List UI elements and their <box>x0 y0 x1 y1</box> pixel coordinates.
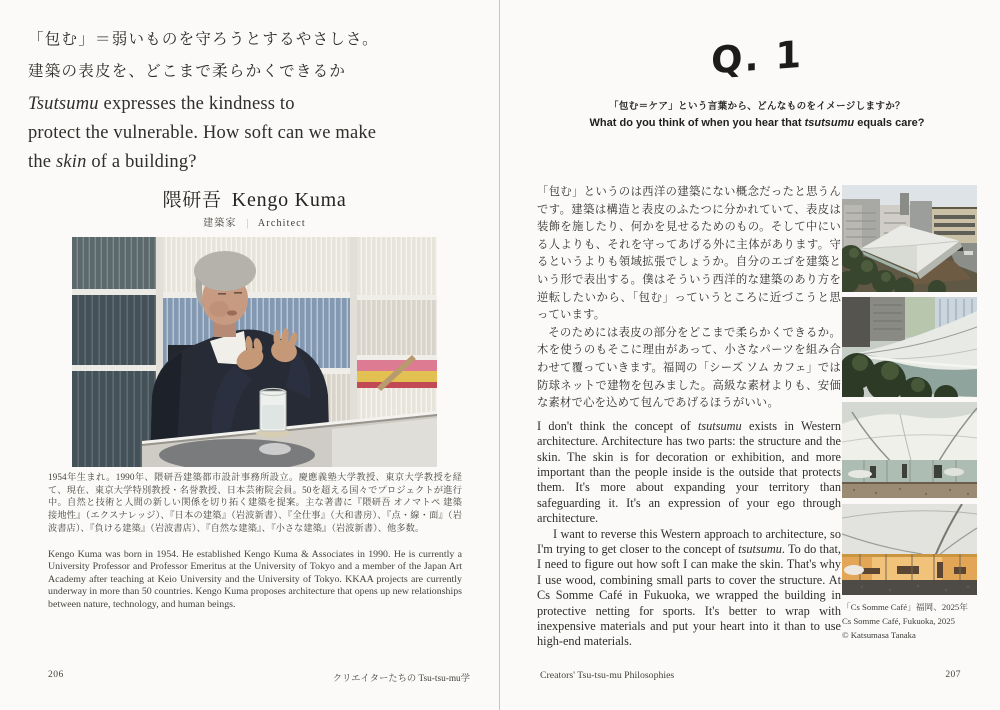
title-italic-word: skin <box>55 152 87 172</box>
title-japanese <box>28 24 379 88</box>
title-japanese-line1: 「包む」＝弱いものを守ろうとするやさしさ。 <box>28 31 379 48</box>
running-footer-right: Creators' Tsu-tsu-mu Philosophies <box>540 670 675 681</box>
answer-italic-word: tsutsumu <box>697 418 742 433</box>
tent-interior-dusk-illustration <box>842 504 977 595</box>
role-separator: | <box>246 218 249 229</box>
caption-line-credit: © Katsumasa Tanaka <box>842 630 916 640</box>
bio-english: Kengo Kuma was born in 1954. He established Kengo Kuma & Associates in 1990. He is currently a University Professor and Professor Emeritus at the University of Tokyo and a member of the Japan Art Academy after teaching at Keio University and the University of Tokyo. KKAA projects are currently underway in more than 50 countries. Kengo Kuma proposes architecture that opens up new relationships between nature, technology, and human beings. <box>48 549 462 610</box>
title-english-line1 <box>28 90 376 119</box>
role-japanese: 建築家 <box>203 218 237 229</box>
question-english <box>537 117 977 129</box>
caption-line-english: Cs Somme Café, Fukuoka, 2025 <box>842 616 955 626</box>
question-japanese: 「包む＝ケア」という言葉から、どんなものをイメージしますか？ <box>608 101 906 112</box>
aerial-view-illustration <box>842 185 977 292</box>
caption-line-japanese: 「Cs Somme Café」福岡、2025年 <box>842 602 968 612</box>
title-text: protect the vulnerable. How soft can we make <box>28 123 377 143</box>
project-photo-exterior-day <box>842 402 977 498</box>
name-japanese: 隈研吾 <box>162 190 222 211</box>
page-gutter-line <box>499 0 500 710</box>
title-italic-word: Tsutsumu <box>28 94 99 114</box>
title-english-line3 <box>28 148 376 177</box>
interviewee-role <box>72 214 437 229</box>
canopy-view-illustration <box>842 297 977 397</box>
role-english: Architect <box>257 218 306 229</box>
title-text: expresses the kindness to <box>98 94 295 114</box>
project-photo-interior-dusk <box>842 504 977 595</box>
answer-text: exists in Western architecture. Architecture has two parts: the structure and the skin. The skin is for decoration or exhibition, and more important than the people inside is the outside that protects them. It's more about expanding your territory than safeguarding it. It's an expression of your ego through architecture. <box>537 418 841 526</box>
portrait-photo-kengo-kuma <box>72 237 437 467</box>
name-romanized: Kengo Kuma <box>231 189 347 211</box>
photo-caption <box>842 600 992 642</box>
title-text: the <box>28 152 56 172</box>
question-number <box>537 32 977 83</box>
answer-japanese-paragraph-2: そのためには表皮の部分をどこまで柔らかくできるか。木を使うのもそこに理由があって、小さなパーツを組み合わせて覆っていきます。福岡の「シーズ ソム カフェ」では防球ネットで建物を包みました。高級な素材よりも、安価な素材で心を込めて包んであげるほうがいい。 <box>537 326 841 410</box>
question-english-text: equals care? <box>854 117 925 129</box>
page-number-right: 207 <box>945 670 961 680</box>
question-number-text: Q. 1 <box>711 32 803 83</box>
interview-text-column <box>537 184 841 650</box>
project-photo-canopy <box>842 297 977 397</box>
bio-japanese: 1954年生まれ。1990年、隈研吾建築都市設計事務所設立。慶應義塾大学教授、東京大学教授を経て、現在、東京大学特別教授・名誉教授、日本芸術院会員。50を超える国々でプロジェクトが進行中。自然と技術と人間の新しい関係を切り拓く建築を提案。主な著書に『隈研吾 オノマトペ 建築 接地性』（エクスナレッジ）、『日本の建築』（岩波新書）、『全仕事』（大和書房）、『点・線・面』（岩波書店）、『負ける建築』（岩波書店）、『自然な建築』、『小さな建築』（岩波新書）、他多数。 <box>48 472 462 533</box>
question-italic-word: tsutsumu <box>804 117 855 129</box>
answer-english-paragraph-1 <box>537 419 841 527</box>
answer-italic-word: tsutsumu <box>738 541 782 556</box>
answer-text: . To do that, I need to figure out how soft I can make the skin. That's why I use wood, combining small parts to cover the structure. At Cs Somme Café in Fukuoka, we wrapped the building in protective netting for sports. It's better to wrap with inexpensive materials and put your heart into it than to use high-end materials. <box>537 541 842 649</box>
title-text: of a building? <box>86 152 197 172</box>
interviewee-name <box>72 185 437 212</box>
tent-exterior-day-illustration <box>842 402 977 498</box>
title-japanese-line2: 建築の表皮を、どこまで柔らかくできるか <box>28 63 347 80</box>
water-glass <box>256 389 290 438</box>
question-english-text: What do you think of when you hear that <box>589 117 805 129</box>
answer-japanese-paragraph-1: 「包む」というのは西洋の建築にない概念だったと思うんです。建築は構造と表皮のふたつに分かれていて、表皮は装飾を施したり、何かを見せるためのもの。そして中にいる人よりも、それを守ってあげる外に主体があります。守るというよりも領域拡張でしょうか。自分のエゴを建築という形で表出する。僕はそういう西洋的な建築のあり方を逆転したいから、「包む」っていうところに近づこうと思っています。 <box>537 186 841 322</box>
running-footer-left: クリエイターたちの Tsu-tsu-mu学 <box>332 674 470 684</box>
title-english-line2 <box>28 119 376 148</box>
project-photo-aerial <box>842 185 977 292</box>
answer-text: I want to reverse this Western approach to architecture, so I'm trying to get closer to the concept of <box>537 526 841 556</box>
portrait-illustration <box>72 237 437 467</box>
page-number-left: 206 <box>48 670 64 680</box>
project-photo-column <box>842 185 977 595</box>
answer-english-paragraph-2 <box>537 527 841 650</box>
title-english <box>28 90 376 177</box>
answer-text: I don't think the concept of <box>537 418 698 433</box>
